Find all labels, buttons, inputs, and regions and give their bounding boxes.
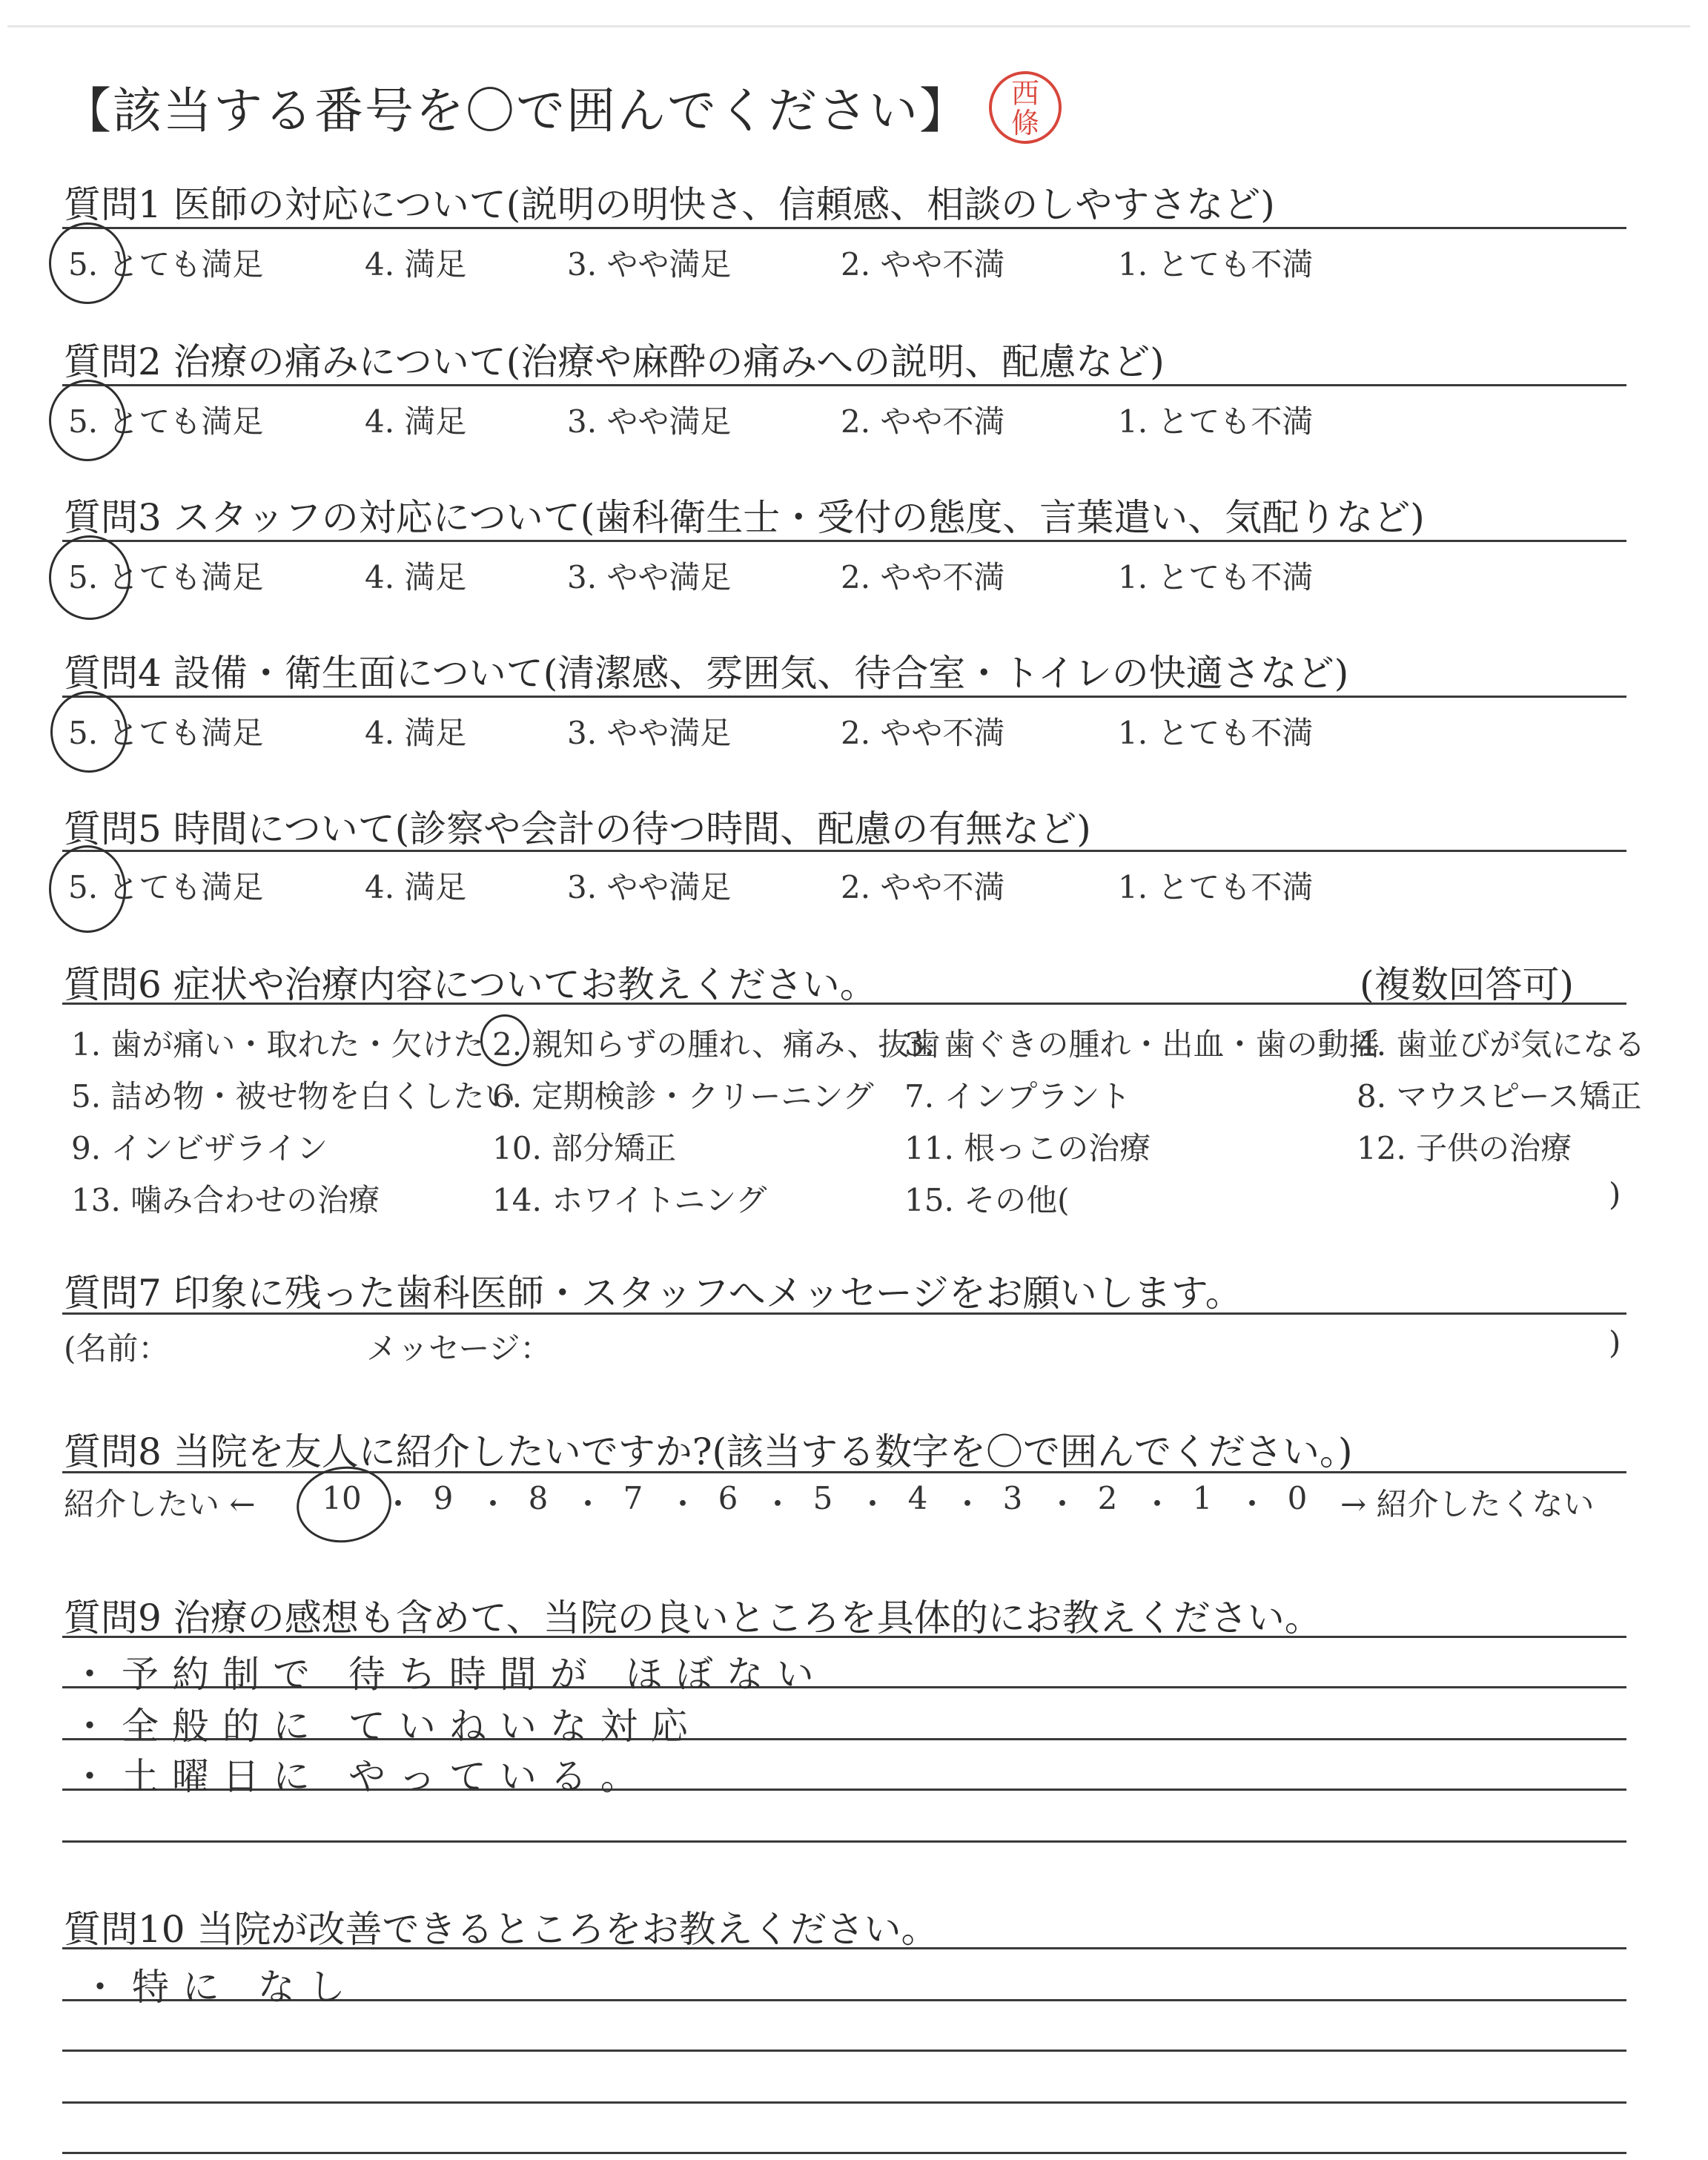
q5-option-3[interactable]: 3. やや満足 (567, 869, 732, 905)
question-5-rule (62, 850, 1626, 852)
q5-option-2[interactable]: 2. やや不満 (841, 869, 1005, 905)
q8-scale-10[interactable]: 10 (322, 1480, 362, 1516)
q6-item-3[interactable]: 3. 歯ぐきの腫れ・出血・歯の動揺 (904, 1026, 1380, 1063)
q7-message-label: メッセージ： (366, 1330, 552, 1367)
question-10-title: 質問10 当院が改善できるところをお教えください。 (64, 1908, 939, 1951)
q1-option-5[interactable]: 5. とても満足 (68, 246, 264, 283)
question-2-rule (62, 384, 1626, 386)
q8-left-label: 紹介したい ← (64, 1486, 256, 1522)
question-5-title: 質問5 時間について(診察や会計の待つ時間、配慮の有無など) (64, 807, 1091, 851)
q8-scale-sep: ・ (952, 1486, 984, 1522)
q6-item-2[interactable]: 2. 親知らずの腫れ、痛み、抜歯 (492, 1026, 941, 1063)
q8-scale-2[interactable]: 2 (1097, 1480, 1118, 1516)
q10-answer-1: ・特に なし (82, 1966, 359, 2009)
question-10-rule-1 (62, 1947, 1626, 1949)
q6-item-11[interactable]: 11. 根っこの治療 (904, 1130, 1151, 1166)
q6-item-1[interactable]: 1. 歯が痛い・取れた・欠けた (71, 1026, 485, 1063)
q1-option-4[interactable]: 4. 満足 (365, 246, 467, 283)
q7-name-label: (名前： (64, 1330, 170, 1367)
q4-option-3[interactable]: 3. やや満足 (567, 715, 732, 751)
instruction-heading: 【該当する番号を〇で囲んでください】 (62, 82, 970, 139)
q2-option-4[interactable]: 4. 満足 (365, 403, 467, 440)
q6-item-5[interactable]: 5. 詰め物・被せ物を白くしたい (71, 1078, 516, 1114)
q2-option-2[interactable]: 2. やや不満 (841, 403, 1005, 440)
question-2-title: 質問2 治療の痛みについて(治療や麻酔の痛みへの説明、配慮など) (64, 340, 1165, 383)
q8-scale-3[interactable]: 3 (1002, 1480, 1023, 1516)
question-3-title: 質問3 スタッフの対応について(歯科衛生士・受付の態度、言葉遣い、気配りなど) (64, 496, 1425, 539)
q8-scale-1[interactable]: 1 (1192, 1480, 1213, 1516)
q7-close-paren: ) (1609, 1324, 1621, 1361)
q8-right-label: → 紹介したくない (1340, 1486, 1595, 1522)
q4-option-5[interactable]: 5. とても満足 (68, 715, 264, 751)
q5-option-1[interactable]: 1. とても不満 (1118, 869, 1314, 905)
question-1-title: 質問1 医師の対応について(説明の明快さ、信頼感、相談のしやすさなど) (64, 183, 1275, 226)
question-10-rule-3 (62, 2050, 1626, 2052)
q6-item-15[interactable]: 15. その他( (904, 1182, 1070, 1218)
q3-selection-circle (49, 535, 130, 620)
question-10-rule-4 (62, 2101, 1626, 2104)
q6-item-7[interactable]: 7. インプラント (904, 1078, 1131, 1114)
question-9-rule-5 (62, 1840, 1626, 1843)
q1-option-3[interactable]: 3. やや満足 (567, 246, 732, 283)
q8-scale-6[interactable]: 6 (718, 1480, 738, 1516)
q4-option-2[interactable]: 2. やや不満 (841, 715, 1005, 751)
q4-selection-circle (50, 691, 128, 773)
q8-scale-sep: ・ (1237, 1486, 1268, 1522)
question-8-rule (62, 1471, 1626, 1473)
q8-scale-5[interactable]: 5 (812, 1480, 833, 1516)
question-4-rule (62, 696, 1626, 698)
question-6-rule (62, 1003, 1626, 1005)
q8-scale-sep: ・ (477, 1486, 509, 1522)
q6-other-close-paren: ) (1609, 1176, 1621, 1212)
q8-scale-4[interactable]: 4 (907, 1480, 928, 1516)
q2-option-1[interactable]: 1. とても不満 (1118, 403, 1314, 440)
page-top-border (7, 25, 1690, 27)
q9-answer-1: ・予約制で 待ち時間が ほぼない (71, 1653, 827, 1696)
q2-option-5[interactable]: 5. とても満足 (68, 403, 264, 440)
q6-item-9[interactable]: 9. インビザライン (71, 1130, 328, 1166)
q8-scale-sep: ・ (1142, 1486, 1174, 1522)
q9-answer-2: ・全般的に ていねいな対応 (71, 1705, 701, 1748)
question-7-title: 質問7 印象に残った歯科医師・スタッフへメッセージをお願いします。 (64, 1272, 1242, 1315)
question-7-rule (62, 1312, 1626, 1315)
q8-scale-sep: ・ (572, 1486, 604, 1522)
q8-scale-0[interactable]: 0 (1287, 1480, 1308, 1516)
q4-option-1[interactable]: 1. とても不満 (1118, 715, 1314, 751)
question-8-title: 質問8 当院を友人に紹介したいですか?(該当する数字を〇で囲んでください。) (64, 1430, 1353, 1473)
q6-item-14[interactable]: 14. ホワイトニング (492, 1182, 767, 1218)
q5-option-4[interactable]: 4. 満足 (365, 869, 467, 905)
q1-option-2[interactable]: 2. やや不満 (841, 246, 1005, 283)
q6-item-8[interactable]: 8. マウスピース矯正 (1357, 1078, 1642, 1114)
question-9-rule-1 (62, 1636, 1626, 1638)
q2-selection-circle (49, 380, 126, 461)
q8-scale-sep: ・ (857, 1486, 889, 1522)
q3-option-2[interactable]: 2. やや不満 (841, 559, 1005, 595)
q8-scale-8[interactable]: 8 (528, 1480, 549, 1516)
q8-scale-sep: ・ (383, 1486, 414, 1522)
q1-selection-circle (49, 222, 126, 304)
seal-stamp: 西 條 (989, 71, 1062, 144)
q5-selection-circle (49, 845, 126, 933)
question-6-title: 質問6 症状や治療内容についてお教えください。 (64, 963, 877, 1006)
q6-item-6[interactable]: 6. 定期検診・クリーニング (492, 1078, 874, 1114)
question-6-note: (複数回答可) (1360, 963, 1575, 1006)
question-4-title: 質問4 設備・衛生面について(清潔感、雰囲気、待合室・トイレの快適さなど) (64, 652, 1349, 695)
q8-scale-7[interactable]: 7 (623, 1480, 643, 1516)
q4-option-4[interactable]: 4. 満足 (365, 715, 467, 751)
q8-scale-9[interactable]: 9 (433, 1480, 454, 1516)
question-10-rule-5 (62, 2152, 1626, 2154)
q3-option-1[interactable]: 1. とても不満 (1118, 559, 1314, 595)
question-9-title: 質問9 治療の感想も含めて、当院の良いところを具体的にお教えください。 (64, 1596, 1322, 1639)
q5-option-5[interactable]: 5. とても満足 (68, 869, 264, 905)
q8-scale-sep: ・ (762, 1486, 794, 1522)
q1-option-1[interactable]: 1. とても不満 (1118, 246, 1314, 283)
q8-scale (322, 1480, 1311, 1525)
q3-option-3[interactable]: 3. やや満足 (567, 559, 732, 595)
question-1-rule (62, 227, 1626, 229)
q6-item-4[interactable]: 4. 歯並びが気になる (1357, 1026, 1646, 1063)
q9-answer-3: ・土曜日に やっている。 (71, 1755, 651, 1798)
q3-option-4[interactable]: 4. 満足 (365, 559, 467, 595)
q2-option-3[interactable]: 3. やや満足 (567, 403, 732, 440)
q3-option-5[interactable]: 5. とても満足 (68, 559, 264, 595)
q6-item-12[interactable]: 12. 子供の治療 (1357, 1130, 1572, 1166)
q8-scale-sep: ・ (667, 1486, 699, 1522)
q6-selection-circle (480, 1014, 529, 1066)
q6-item-13[interactable]: 13. 噛み合わせの治療 (71, 1182, 380, 1218)
question-3-rule (62, 540, 1626, 542)
q6-item-10[interactable]: 10. 部分矯正 (492, 1130, 677, 1166)
q8-scale-sep: ・ (1047, 1486, 1079, 1522)
